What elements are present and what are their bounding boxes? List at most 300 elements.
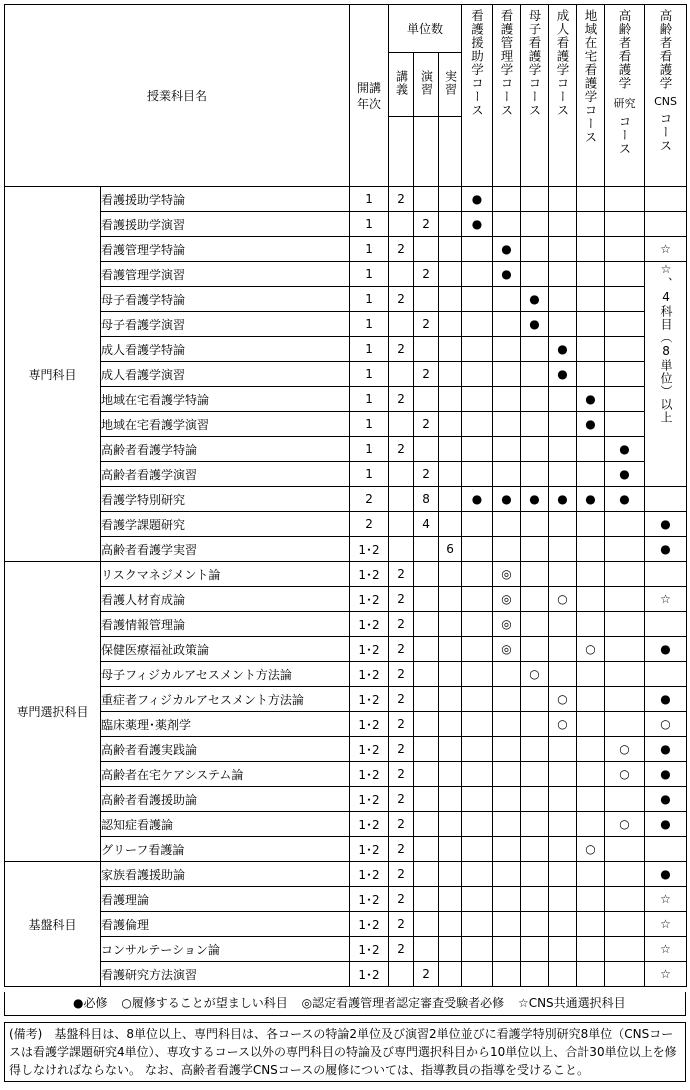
course-header-6: 高齢者看護学 CNS コース <box>645 5 687 187</box>
course-mark-2 <box>521 187 549 212</box>
course-mark-5 <box>605 862 645 887</box>
lecture-header: 講義 <box>389 53 414 117</box>
course-mark-3 <box>549 462 577 487</box>
course-mark-0 <box>462 812 493 837</box>
year-cell: 1･2 <box>350 537 389 562</box>
exercise-credits <box>414 712 439 737</box>
year-cell: 1 <box>350 387 389 412</box>
course-mark-0 <box>462 637 493 662</box>
table-row <box>5 462 687 487</box>
subject-name: グリーフ看護論 <box>101 837 350 862</box>
course-mark-1 <box>493 787 521 812</box>
exercise-header: 演習 <box>414 53 439 117</box>
practicum-credits <box>439 237 462 262</box>
lecture-credits: 2 <box>389 737 414 762</box>
course-mark-2 <box>521 437 549 462</box>
course-mark-1: ◎ <box>493 587 521 612</box>
course-mark-3 <box>549 787 577 812</box>
course-mark-2 <box>521 587 549 612</box>
course-mark-3 <box>549 937 577 962</box>
course-mark-6: ● <box>645 512 687 537</box>
practicum-credits <box>439 862 462 887</box>
course-mark-1: ◎ <box>493 562 521 587</box>
year-cell: 1･2 <box>350 962 389 987</box>
course-mark-2 <box>521 537 549 562</box>
lecture-credits: 2 <box>389 562 414 587</box>
course-mark-1 <box>493 712 521 737</box>
course-mark-0 <box>462 362 493 387</box>
course-mark-4: ○ <box>577 837 605 862</box>
lecture-credits: 2 <box>389 837 414 862</box>
course-mark-1 <box>493 887 521 912</box>
exercise-credits: 2 <box>414 212 439 237</box>
course-mark-4 <box>577 662 605 687</box>
year-cell: 1･2 <box>350 887 389 912</box>
lecture-credits: 2 <box>389 287 414 312</box>
course-mark-1 <box>493 862 521 887</box>
course-mark-4 <box>577 212 605 237</box>
year-cell: 1･2 <box>350 737 389 762</box>
table-row <box>5 812 687 837</box>
exercise-credits: 2 <box>414 412 439 437</box>
course-mark-6 <box>645 187 687 212</box>
subject-name: 地域在宅看護学演習 <box>101 412 350 437</box>
course-mark-4 <box>577 537 605 562</box>
course-mark-2 <box>521 637 549 662</box>
lecture-credits: 2 <box>389 187 414 212</box>
course-mark-5 <box>605 412 645 437</box>
lecture-credits <box>389 487 414 512</box>
course-mark-5 <box>605 912 645 937</box>
course-mark-1 <box>493 687 521 712</box>
exercise-credits <box>414 562 439 587</box>
course-mark-6: ● <box>645 537 687 562</box>
table-row <box>5 687 687 712</box>
course-mark-0 <box>462 462 493 487</box>
table-row <box>5 362 687 387</box>
year-cell: 1･2 <box>350 912 389 937</box>
course-mark-2 <box>521 712 549 737</box>
course-mark-5: ○ <box>605 812 645 837</box>
course-mark-3 <box>549 887 577 912</box>
exercise-credits: 2 <box>414 312 439 337</box>
exercise-credits <box>414 612 439 637</box>
course-mark-2 <box>521 862 549 887</box>
practicum-credits <box>439 437 462 462</box>
course-mark-1: ● <box>493 237 521 262</box>
table-row <box>5 212 687 237</box>
course-mark-0 <box>462 237 493 262</box>
course-mark-2 <box>521 837 549 862</box>
course-mark-6 <box>645 487 687 512</box>
exercise-credits <box>414 287 439 312</box>
year-cell: 1･2 <box>350 662 389 687</box>
course-header-3: 成人看護学コース <box>549 5 577 187</box>
table-row <box>5 237 687 262</box>
course-mark-4 <box>577 437 605 462</box>
subject-name: 母子フィジカルアセスメント方法論 <box>101 662 350 687</box>
category-label: 専門選択科目 <box>5 562 101 862</box>
year-cell: 1 <box>350 312 389 337</box>
exercise-credits <box>414 837 439 862</box>
course-mark-4 <box>577 887 605 912</box>
course-mark-1 <box>493 812 521 837</box>
practicum-credits <box>439 762 462 787</box>
course-mark-5 <box>605 687 645 712</box>
lecture-credits: 2 <box>389 887 414 912</box>
course-mark-0 <box>462 512 493 537</box>
year-cell: 1 <box>350 337 389 362</box>
course-mark-3 <box>549 737 577 762</box>
lecture-credits: 2 <box>389 437 414 462</box>
course-mark-0 <box>462 962 493 987</box>
course-mark-0 <box>462 837 493 862</box>
course-mark-3: ● <box>549 337 577 362</box>
year-cell: 1 <box>350 262 389 287</box>
course-mark-2 <box>521 962 549 987</box>
subject-name: 成人看護学演習 <box>101 362 350 387</box>
course-mark-1 <box>493 662 521 687</box>
course-mark-3 <box>549 637 577 662</box>
exercise-credits <box>414 237 439 262</box>
table-row <box>5 887 687 912</box>
table-row <box>5 787 687 812</box>
course-mark-6: ☆ <box>645 887 687 912</box>
year-cell: 1 <box>350 437 389 462</box>
course-mark-6: ☆ <box>645 912 687 937</box>
subject-name: 看護学特別研究 <box>101 487 350 512</box>
course-mark-1 <box>493 937 521 962</box>
exercise-credits <box>414 862 439 887</box>
course-mark-3 <box>549 387 577 412</box>
course-mark-1 <box>493 462 521 487</box>
course-mark-2 <box>521 937 549 962</box>
practicum-credits <box>439 737 462 762</box>
course-mark-2 <box>521 687 549 712</box>
course-mark-0 <box>462 687 493 712</box>
subject-name: 高齢者看護実践論 <box>101 737 350 762</box>
lecture-credits: 2 <box>389 862 414 887</box>
year-cell: 1 <box>350 287 389 312</box>
course-mark-3 <box>549 762 577 787</box>
exercise-credits <box>414 662 439 687</box>
remarks: (備考) 基盤科目は、8単位以上、専門科目は、各コースの特論2単位及び演習2単位並びに看護学特別研究8単位（CNSコースは看護学課題研究4単位）、専攻するコース以外の専門科目の特論及び専門選択科目から10単位以上、合計30単位以上を修得しなければならない。 なお、高齢者看護学CNSコースの履修については、指導教員の指導を受けること。 <box>4 1022 686 1082</box>
course-mark-0 <box>462 562 493 587</box>
course-mark-5 <box>605 612 645 637</box>
course-mark-3: ● <box>549 487 577 512</box>
course-mark-4: ● <box>577 387 605 412</box>
exercise-credits <box>414 387 439 412</box>
practicum-credits <box>439 312 462 337</box>
year-cell: 1･2 <box>350 837 389 862</box>
course-mark-4 <box>577 687 605 712</box>
course-mark-5 <box>605 212 645 237</box>
course-mark-2 <box>521 737 549 762</box>
cns-note: ☆、4科目（8単位）以上 <box>645 262 687 487</box>
practicum-credits <box>439 287 462 312</box>
course-mark-6 <box>645 662 687 687</box>
table-row <box>5 537 687 562</box>
year-cell: 1 <box>350 212 389 237</box>
course-mark-5: ● <box>605 462 645 487</box>
course-mark-3 <box>549 212 577 237</box>
course-mark-1 <box>493 837 521 862</box>
exercise-credits <box>414 737 439 762</box>
course-mark-5 <box>605 312 645 337</box>
subject-name: 高齢者在宅ケアシステム論 <box>101 762 350 787</box>
category-label: 専門科目 <box>5 187 101 562</box>
course-mark-4 <box>577 962 605 987</box>
course-mark-3: ● <box>549 362 577 387</box>
lecture-credits: 2 <box>389 687 414 712</box>
course-mark-2 <box>521 612 549 637</box>
course-mark-5 <box>605 787 645 812</box>
course-mark-2 <box>521 212 549 237</box>
practicum-credits <box>439 687 462 712</box>
course-mark-2 <box>521 562 549 587</box>
course-mark-3 <box>549 312 577 337</box>
course-mark-1 <box>493 762 521 787</box>
course-mark-5 <box>605 512 645 537</box>
subject-name: 看護学課題研究 <box>101 512 350 537</box>
course-mark-6: ● <box>645 812 687 837</box>
credits-header: 単位数 <box>389 5 462 53</box>
practicum-credits <box>439 412 462 437</box>
table-row <box>5 437 687 462</box>
year-cell: 1･2 <box>350 562 389 587</box>
table-row <box>5 387 687 412</box>
exercise-credits: 8 <box>414 487 439 512</box>
course-mark-6 <box>645 837 687 862</box>
course-header-2: 母子看護学コース <box>521 5 549 187</box>
course-mark-6 <box>645 562 687 587</box>
course-mark-5 <box>605 637 645 662</box>
course-mark-3: ○ <box>549 587 577 612</box>
course-mark-3: ○ <box>549 687 577 712</box>
practicum-header: 実習 <box>439 53 462 117</box>
legend-cns-elective: ☆CNS共通選択科目 <box>517 996 626 1010</box>
subject-name: 看護倫理 <box>101 912 350 937</box>
course-mark-4 <box>577 462 605 487</box>
course-mark-4 <box>577 337 605 362</box>
year-cell: 1･2 <box>350 712 389 737</box>
table-row <box>5 562 687 587</box>
course-mark-2: ● <box>521 312 549 337</box>
course-mark-0 <box>462 387 493 412</box>
exercise-credits: 2 <box>414 462 439 487</box>
year-cell: 1･2 <box>350 787 389 812</box>
course-mark-6: ● <box>645 762 687 787</box>
course-mark-6: ● <box>645 787 687 812</box>
curriculum-table-frame <box>4 4 686 987</box>
course-mark-2 <box>521 512 549 537</box>
subject-name: 看護管理学演習 <box>101 262 350 287</box>
practicum-credits <box>439 562 462 587</box>
subject-name: 家族看護援助論 <box>101 862 350 887</box>
table-row <box>5 412 687 437</box>
course-mark-2 <box>521 912 549 937</box>
course-mark-0 <box>462 612 493 637</box>
practicum-credits <box>439 962 462 987</box>
course-mark-1 <box>493 437 521 462</box>
practicum-credits <box>439 887 462 912</box>
course-mark-0 <box>462 712 493 737</box>
table-row <box>5 287 687 312</box>
course-mark-0 <box>462 587 493 612</box>
course-mark-4 <box>577 762 605 787</box>
course-mark-4: ● <box>577 412 605 437</box>
exercise-credits: 4 <box>414 512 439 537</box>
lecture-credits: 2 <box>389 337 414 362</box>
course-mark-2 <box>521 387 549 412</box>
course-mark-6 <box>645 612 687 637</box>
course-mark-3 <box>549 512 577 537</box>
subject-name: 認知症看護論 <box>101 812 350 837</box>
subject-name: 成人看護学特論 <box>101 337 350 362</box>
course-mark-5 <box>605 837 645 862</box>
legend-recommended: ○履修することが望ましい科目 <box>121 996 288 1010</box>
legend <box>4 992 686 1016</box>
subject-name: 看護理論 <box>101 887 350 912</box>
lecture-credits: 2 <box>389 812 414 837</box>
category-label: 基盤科目 <box>5 862 101 987</box>
course-mark-0 <box>462 937 493 962</box>
course-mark-1 <box>493 912 521 937</box>
table-row <box>5 312 687 337</box>
year-cell: 1･2 <box>350 687 389 712</box>
course-mark-0: ● <box>462 212 493 237</box>
year-cell: 1･2 <box>350 862 389 887</box>
lecture-credits: 2 <box>389 637 414 662</box>
course-mark-3 <box>549 612 577 637</box>
lecture-credits <box>389 537 414 562</box>
course-mark-1 <box>493 187 521 212</box>
table-row <box>5 662 687 687</box>
course-mark-4 <box>577 937 605 962</box>
year-cell: 1 <box>350 237 389 262</box>
course-mark-5 <box>605 537 645 562</box>
course-mark-4 <box>577 612 605 637</box>
course-mark-6: ● <box>645 737 687 762</box>
lecture-credits <box>389 262 414 287</box>
subject-name: 看護管理学特論 <box>101 237 350 262</box>
table-row <box>5 737 687 762</box>
course-mark-2 <box>521 337 549 362</box>
table-row <box>5 612 687 637</box>
course-mark-3 <box>549 287 577 312</box>
course-mark-5: ● <box>605 487 645 512</box>
table-row <box>5 862 687 887</box>
subject-name: 看護研究方法演習 <box>101 962 350 987</box>
course-mark-6: ☆ <box>645 237 687 262</box>
lecture-credits: 2 <box>389 787 414 812</box>
course-mark-1 <box>493 287 521 312</box>
subject-name: 高齢者看護学実習 <box>101 537 350 562</box>
curriculum-body <box>5 187 687 987</box>
course-mark-0: ● <box>462 487 493 512</box>
practicum-credits <box>439 387 462 412</box>
table-row <box>5 962 687 987</box>
course-mark-2 <box>521 812 549 837</box>
exercise-credits <box>414 887 439 912</box>
course-mark-4 <box>577 312 605 337</box>
lecture-credits <box>389 462 414 487</box>
course-mark-2: ○ <box>521 662 549 687</box>
legend-required: ●必修 <box>73 996 108 1010</box>
subject-name: 臨床薬理･薬剤学 <box>101 712 350 737</box>
course-mark-3 <box>549 862 577 887</box>
course-mark-2 <box>521 262 549 287</box>
course-mark-4: ○ <box>577 637 605 662</box>
course-header-0: 看護援助学コース <box>462 5 493 187</box>
subject-name: 高齢者看護援助論 <box>101 787 350 812</box>
course-mark-1 <box>493 362 521 387</box>
course-mark-4 <box>577 912 605 937</box>
course-mark-1: ◎ <box>493 612 521 637</box>
exercise-credits <box>414 787 439 812</box>
year-cell: 1 <box>350 412 389 437</box>
table-row <box>5 187 687 212</box>
lecture-credits: 2 <box>389 612 414 637</box>
year-cell: 1･2 <box>350 637 389 662</box>
table-row <box>5 512 687 537</box>
table-row <box>5 487 687 512</box>
course-mark-2 <box>521 462 549 487</box>
course-mark-5 <box>605 187 645 212</box>
course-mark-5 <box>605 937 645 962</box>
table-row <box>5 837 687 862</box>
course-mark-1: ◎ <box>493 637 521 662</box>
course-mark-3 <box>549 187 577 212</box>
course-mark-2: ● <box>521 487 549 512</box>
lecture-credits <box>389 312 414 337</box>
practicum-credits <box>439 187 462 212</box>
table-row <box>5 712 687 737</box>
course-mark-2 <box>521 762 549 787</box>
practicum-credits: 6 <box>439 537 462 562</box>
subject-name: 高齢者看護学演習 <box>101 462 350 487</box>
course-mark-5 <box>605 237 645 262</box>
lecture-credits <box>389 362 414 387</box>
year-cell: 1･2 <box>350 812 389 837</box>
course-mark-4 <box>577 812 605 837</box>
lecture-credits: 2 <box>389 912 414 937</box>
practicum-credits <box>439 837 462 862</box>
course-mark-5 <box>605 362 645 387</box>
exercise-credits <box>414 587 439 612</box>
year-cell: 1 <box>350 462 389 487</box>
course-mark-3 <box>549 837 577 862</box>
course-mark-5: ○ <box>605 737 645 762</box>
course-mark-0 <box>462 537 493 562</box>
exercise-credits: 2 <box>414 362 439 387</box>
subject-name: 母子看護学特論 <box>101 287 350 312</box>
course-mark-5 <box>605 587 645 612</box>
year-cell: 2 <box>350 512 389 537</box>
lecture-credits: 2 <box>389 387 414 412</box>
course-mark-1 <box>493 212 521 237</box>
course-mark-4 <box>577 187 605 212</box>
year-cell: 1･2 <box>350 587 389 612</box>
year-cell: 1･2 <box>350 612 389 637</box>
course-mark-5 <box>605 287 645 312</box>
year-cell: 1 <box>350 187 389 212</box>
course-mark-3 <box>549 412 577 437</box>
course-mark-0 <box>462 337 493 362</box>
table-row <box>5 337 687 362</box>
lecture-credits: 2 <box>389 762 414 787</box>
course-mark-0 <box>462 762 493 787</box>
